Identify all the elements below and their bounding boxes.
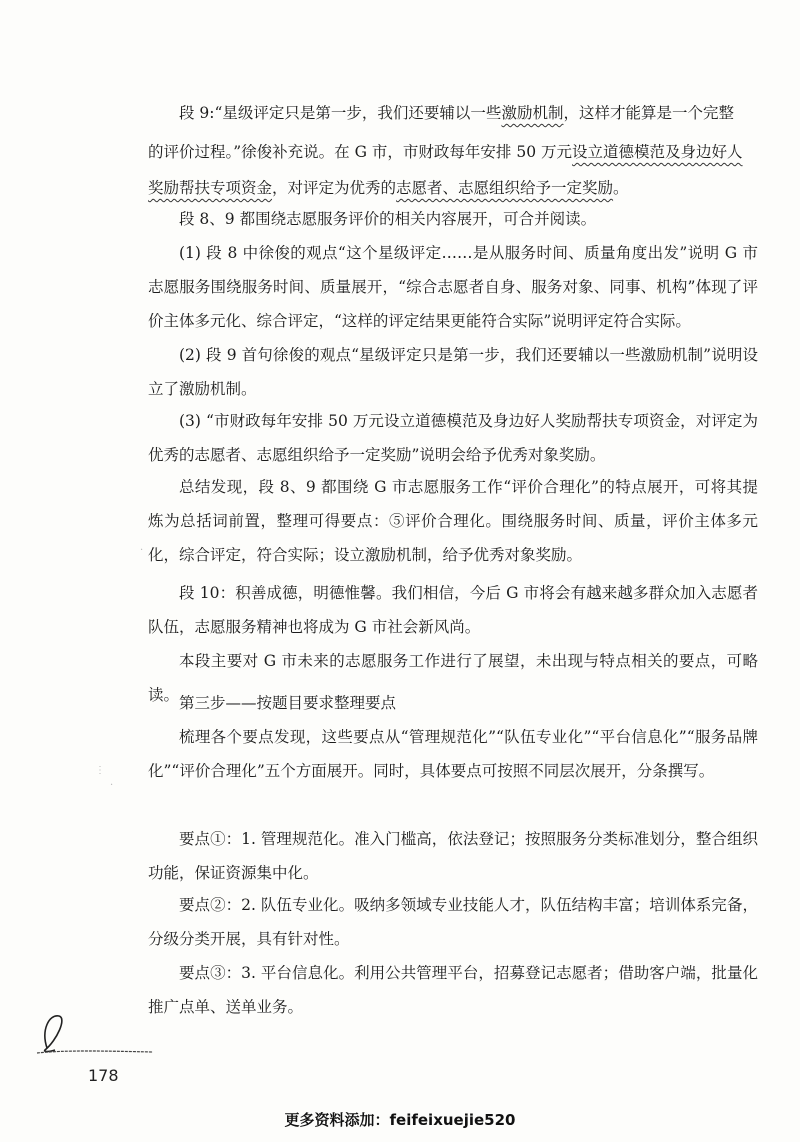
analysis-point-2: (2) 段 9 首句徐俊的观点“星级评定只是第一步，我们还要辅以一些激励机制”说明设立了激励机制。 bbox=[148, 346, 758, 398]
analysis-summary: 总结发现，段 8、9 都围绕 G 市志愿服务工作“评价合理化”的特点展开，可将其提炼为总括词前置，整理可得要点：⑤评价合理化。围绕服务时间、质量，评价主体多元化，综合评定，符合实际；设立激励机制，给予优秀对象奖励。 bbox=[148, 478, 758, 564]
analysis-intro: 段 8、9 都围绕志愿服务评价的相关内容展开，可合并阅读。 bbox=[179, 210, 597, 228]
text: 的评价过程。”徐俊补充说。在 G 市，市财政每年安排 50 万元 bbox=[148, 143, 572, 161]
step3-heading: 第三步——按题目要求整理要点 bbox=[179, 694, 397, 712]
key-point-1: 要点①：1. 管理规范化。准入门槛高，依法登记；按照服务分类标准划分，整合组织功能，保证资源集中化。 bbox=[148, 830, 758, 882]
underlined-phrase: 志愿者、志愿组织给予一定奖励 bbox=[396, 179, 614, 197]
text: ，对评定为优秀的 bbox=[272, 179, 397, 197]
key-point-3: 要点③：3. 平台信息化。利用公共管理平台，招募登记志愿者；借助客户端，批量化推广点单、送单业务。 bbox=[148, 964, 758, 1016]
text: 段 9:“星级评定只是第一步，我们还要辅以一些 bbox=[179, 104, 502, 122]
scan-speck: · bbox=[140, 545, 144, 556]
para9-line3 bbox=[148, 176, 629, 198]
underlined-phrase: 设立道德模范及身边好人 bbox=[572, 143, 743, 161]
para10-note: 本段主要对 G 市未来的志愿服务工作进行了展望，未出现与特点相关的要点，可略读。 bbox=[148, 652, 758, 704]
scan-speck: ⋮ bbox=[95, 765, 105, 776]
page-number: 178 bbox=[88, 1066, 119, 1085]
underlined-phrase: 激励机制 bbox=[501, 104, 564, 122]
footer-label: 更多资料添加： bbox=[284, 1111, 390, 1129]
step3-text: 梳理各个要点发现，这些要点从“管理规范化”“队伍专业化”“平台信息化”“服务品牌化”“评价合理化”五个方面展开。同时，具体要点可按照不同层次展开，分条撰写。 bbox=[148, 728, 758, 780]
para10-text: 段 10：积善成德，明德惟馨。我们相信，今后 G 市将会有越来越多群众加入志愿者队伍，志愿服务精神也将成为 G 市社会新风尚。 bbox=[148, 584, 758, 636]
underlined-phrase: 奖励帮扶专项资金 bbox=[148, 179, 273, 197]
footer-note bbox=[0, 1109, 800, 1130]
text: 。 bbox=[613, 179, 629, 197]
footer-handle: feifeixuejie520 bbox=[389, 1111, 516, 1129]
scan-speck: · bbox=[110, 780, 114, 791]
analysis-point-3: (3) “市财政每年安排 50 万元设立道德模范及身边好人奖励帮扶专项资金，对评定为优秀的志愿者、志愿组织给予一定奖励”说明会给予优秀对象奖励。 bbox=[148, 412, 758, 464]
para9-line2 bbox=[148, 140, 743, 162]
analysis-point-1: (1) 段 8 中徐俊的观点“这个星级评定……是从服务时间、质量角度出发”说明 G 市志愿服务围绕服务时间、质量展开，“综合志愿者自身、服务对象、同事、机构”体现了评价主体多元化、综合评定，“这样的评定结果更能符合实际”说明评定符合实际。 bbox=[148, 244, 758, 330]
para9-line1 bbox=[179, 101, 734, 123]
text: ，这样才能算是一个完整 bbox=[563, 104, 734, 122]
pen-signature-icon bbox=[35, 1010, 155, 1060]
key-point-2: 要点②：2. 队伍专业化。吸纳多领域专业技能人才，队伍结构丰富；培训体系完备，分级分类开展，具有针对性。 bbox=[148, 896, 758, 948]
